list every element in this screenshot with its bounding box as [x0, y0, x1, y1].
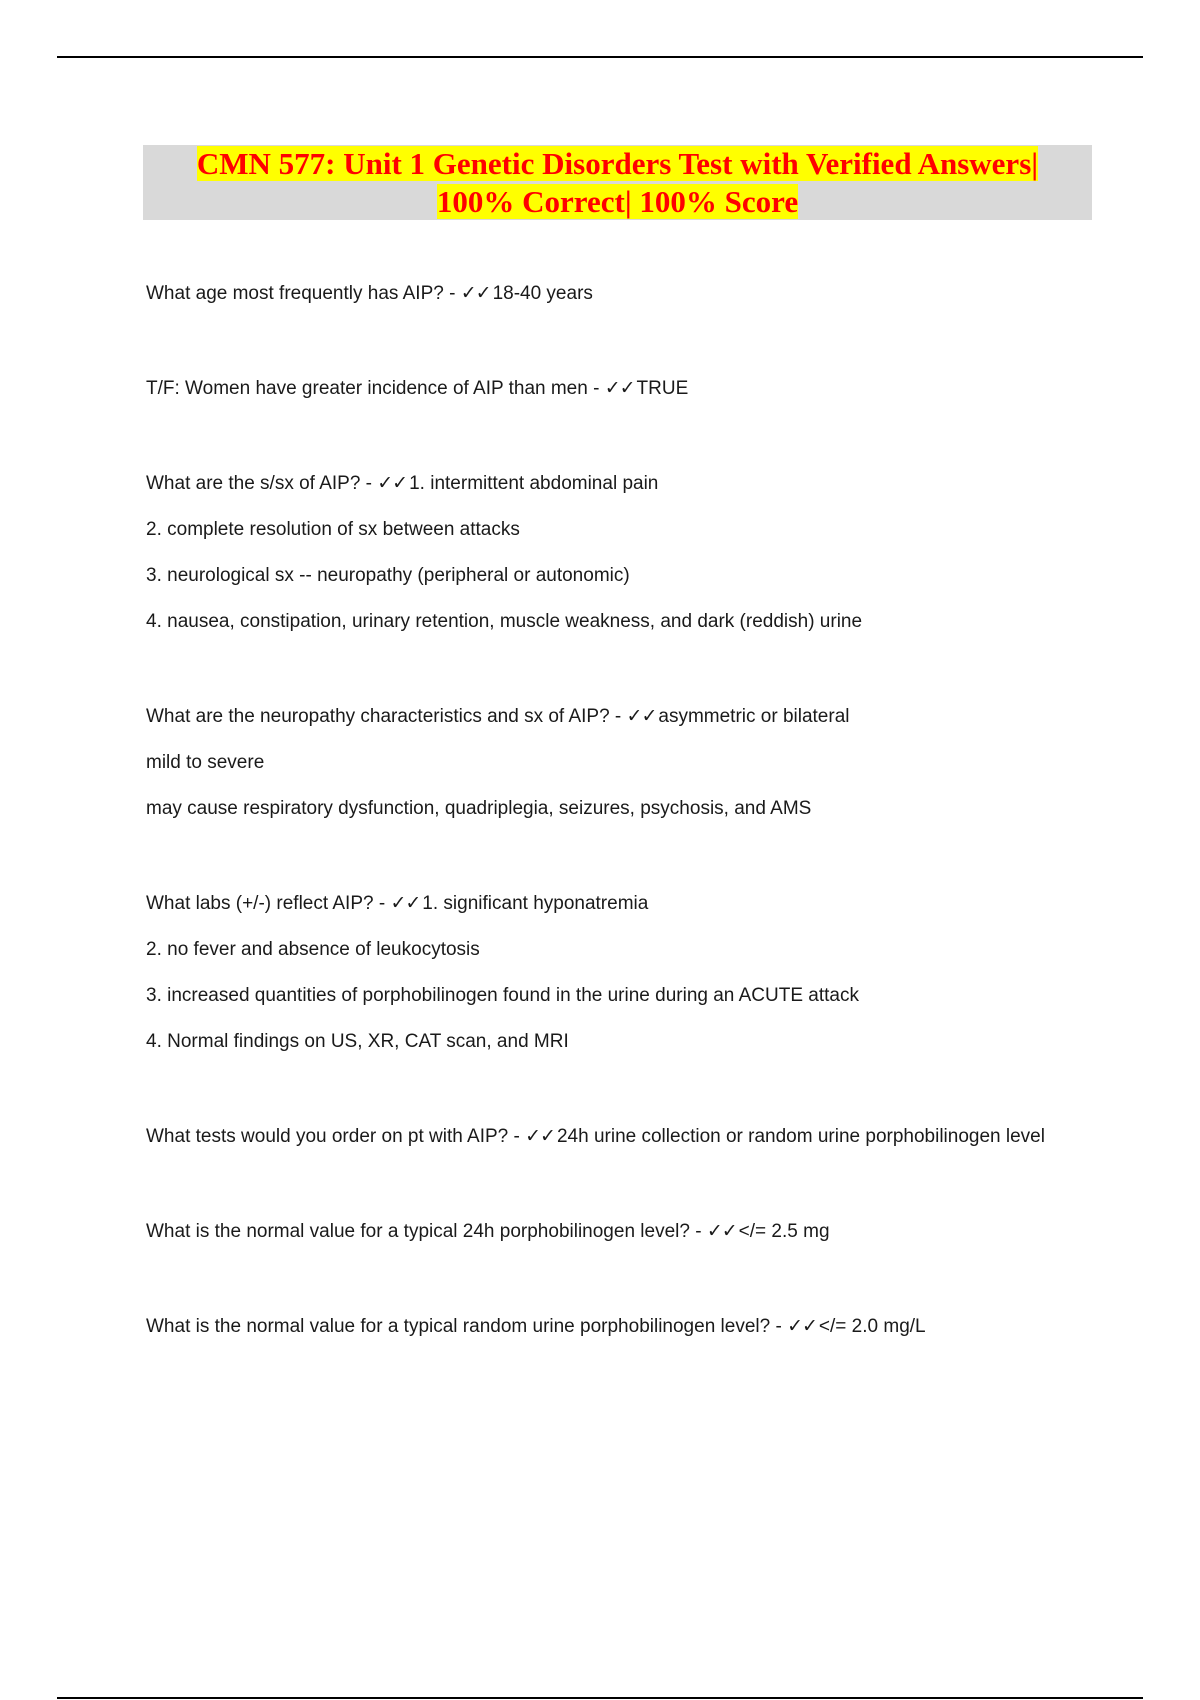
qa-question-line — [146, 1217, 1086, 1246]
double-check-icon: ✓✓ — [525, 1125, 555, 1147]
answer-text: TRUE — [636, 378, 689, 399]
title-line-2: 100% Correct| 100% Score — [436, 183, 799, 219]
qa-question-line — [146, 374, 1086, 403]
answer-text: 1. intermittent abdominal pain — [409, 473, 659, 494]
title-line-1: CMN 577: Unit 1 Genetic Disorders Test with Verified Answers| — [196, 145, 1039, 181]
top-divider — [57, 56, 1143, 58]
answer-line: mild to severe — [146, 752, 265, 773]
bottom-divider — [57, 1697, 1143, 1699]
answer-line: 3. neurological sx -- neuropathy (peripheral or autonomic) — [146, 565, 630, 586]
qa-item — [146, 1122, 1086, 1151]
qa-question-line — [146, 469, 1086, 498]
answer-line: 3. increased quantities of porphobilinogen found in the urine during an ACUTE attack — [146, 985, 859, 1006]
qa-question-line — [146, 702, 1086, 731]
double-check-icon: ✓✓ — [787, 1315, 817, 1337]
double-check-icon: ✓✓ — [706, 1220, 737, 1242]
qa-item — [146, 374, 1086, 403]
question-text: What are the neuropathy characteristics and sx of AIP? - — [146, 706, 627, 727]
qa-question-line — [146, 1312, 1086, 1341]
answer-line: 4. nausea, constipation, urinary retention, muscle weakness, and dark (reddish) urine — [146, 611, 863, 632]
qa-item — [146, 889, 1086, 1056]
double-check-icon: ✓✓ — [377, 472, 408, 494]
double-check-icon: ✓✓ — [626, 705, 657, 727]
answer-text: 18-40 years — [492, 283, 593, 304]
double-check-icon: ✓✓ — [390, 892, 421, 914]
answer-line: 4. Normal findings on US, XR, CAT scan, and MRI — [146, 1031, 569, 1052]
qa-question-line — [146, 889, 1086, 918]
answer-text: asymmetric or bilateral — [658, 706, 850, 727]
qa-item — [146, 1217, 1086, 1246]
double-check-icon: ✓✓ — [604, 377, 635, 399]
question-text: T/F: Women have greater incidence of AIP than men - — [146, 378, 605, 399]
question-text: What is the normal value for a typical random urine porphobilinogen level? - — [146, 1316, 788, 1337]
answer-text: </= 2.5 mg — [738, 1221, 830, 1242]
question-text: What are the s/sx of AIP? - — [146, 473, 378, 494]
qa-item — [146, 469, 1086, 636]
question-text: What age most frequently has AIP? - — [146, 283, 461, 304]
qa-item — [146, 1312, 1086, 1341]
answer-line: 2. no fever and absence of leukocytosis — [146, 939, 480, 960]
answer-line: may cause respiratory dysfunction, quadriplegia, seizures, psychosis, and AMS — [146, 798, 812, 819]
double-check-icon: ✓✓ — [460, 282, 491, 304]
title-banner — [143, 145, 1092, 220]
question-text: What labs (+/-) reflect AIP? - — [146, 893, 391, 914]
question-text: What tests would you order on pt with AIP? - — [146, 1126, 526, 1147]
answer-text: 1. significant hyponatremia — [422, 893, 649, 914]
qa-item — [146, 279, 1086, 308]
answer-line: 2. complete resolution of sx between attacks — [146, 519, 520, 540]
answer-text: 24h urine collection or random urine porphobilinogen level — [556, 1126, 1045, 1147]
qa-question-line — [146, 279, 1086, 308]
document-title — [197, 145, 1038, 221]
question-text: What is the normal value for a typical 24h porphobilinogen level? - — [146, 1221, 707, 1242]
answer-text: </= 2.0 mg/L — [818, 1316, 926, 1337]
qa-item — [146, 702, 1086, 823]
qa-question-line — [146, 1122, 1086, 1151]
qa-list — [146, 279, 1086, 1407]
